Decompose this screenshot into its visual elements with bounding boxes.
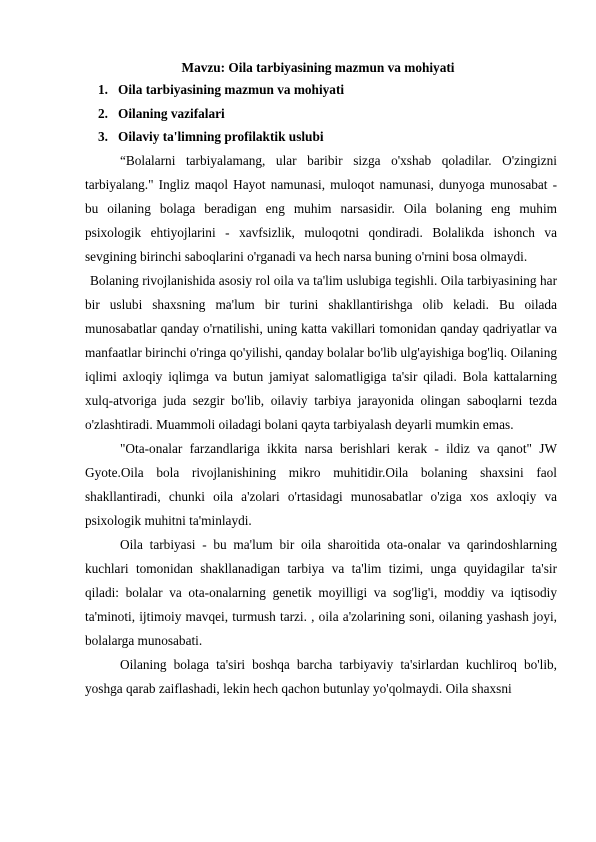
outline-item bbox=[98, 82, 344, 106]
outline-item-number: 3. bbox=[98, 129, 108, 144]
body-paragraph: Oila tarbiyasi - bu ma'lum bir oila sharoitida ota-onalar va qarindoshlarning kuchlari tomonidan shakllanadigan tarbiya va ta'lim tizimi, unga quyidagilar ta'sir qiladi: bolalar va ota-onalarning genetik moyilligi va sog'lig'i, moddiy va iqtisodiy ta'minoti, ijtimoiy mavqei, turmush tarzi. , oila a'zolarining soni, oilaning yashash joyi, bolalarga munosabati. bbox=[85, 537, 557, 648]
outline-item-text: Oila tarbiyasining mazmun va mohiyati bbox=[118, 82, 345, 97]
topic-outline bbox=[98, 82, 344, 153]
outline-item-number: 1. bbox=[98, 82, 108, 97]
body-paragraph: "Ota-onalar farzandlariga ikkita narsa berishlari kerak - ildiz va qanot" JW Gyote.Oila bola rivojlanishining mikro muhitidir.Oila bolaning shaxsini faol shakllantiradi, chunki oila a'zolari o'rtasidagi munosabatlar o'ziga xos axloqiy va psixologik muhitni ta'minlaydi. bbox=[85, 441, 557, 528]
outline-item-text: Oilaviy ta'limning profilaktik uslubi bbox=[118, 129, 324, 144]
outline-item-text: Oilaning vazifalari bbox=[118, 105, 225, 121]
document-body bbox=[85, 149, 557, 701]
outline-item bbox=[98, 106, 344, 130]
body-paragraph: “Bolalarni tarbiyalamang, ular baribir sizga o'xshab qoladilar. O'zingizni tarbiyalang." Ingliz maqol Hayot namunasi, muloqot namunasi, dunyoga munosabat - bu oilaning bolaga beradigan eng muhim narsasidir. Oila bolaning eng muhim psixologik ehtiyojlarini - xavfsizlik, muloqotni qondiradi. Bolalikda ishonch va sevgining birinchi saboqlarini o'rganadi va hech narsa buning o'rnini bosa olmaydi. bbox=[85, 153, 557, 264]
body-paragraph: Oilaning bolaga ta'siri boshqa barcha tarbiyaviy ta'sirlardan kuchliroq bo'lib, yoshga qarab zaiflashadi, lekin hech qachon butunlay yo'qolmaydi. Oila shaxsni bbox=[85, 657, 557, 696]
document-title: Mavzu: Oila tarbiyasining mazmun va mohiyati bbox=[181, 60, 455, 75]
body-paragraph: Bolaning rivojlanishida asosiy rol oila va ta'lim uslubiga tegishli. Oila tarbiyasining har bir uslubi shaxsning ma'lum bir turini shakllantirishga olib keladi. Bu oilada munosabatlar qanday o'rnatilishi, uning katta vakillari tomonidan qanday qadriyatlar va manfaatlar birinchi o'ringa qo'yilishi, qanday bolalar bo'lib ulg'ayishiga bog'liq. Oilaning iqlimi axloqiy iqlimga va butun jamiyat salomatligiga ta'sir qiladi. Bola kattalarning xulq-atvoriga juda sezgir bo'lib, oilaviy tarbiya jarayonida olingan saboqlarni tezda o'zlashtiradi. Muammoli oiladagi bolani qayta tarbiyalash deyarli mumkin emas. bbox=[85, 273, 557, 432]
outline-item-number: 2. bbox=[98, 105, 108, 121]
